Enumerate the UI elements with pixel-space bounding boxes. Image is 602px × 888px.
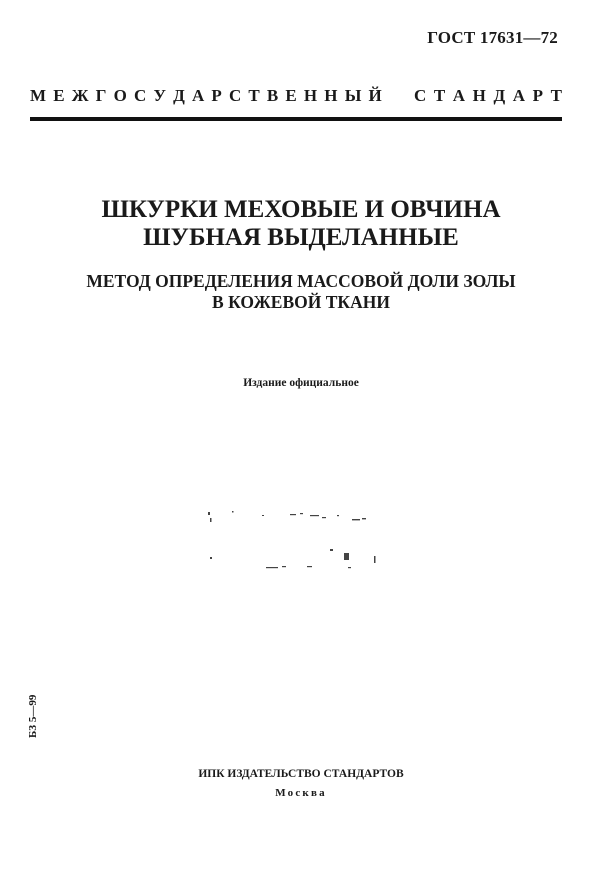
banner-word-interstate-letter: Е xyxy=(285,86,297,105)
banner-word-interstate-letter: Ж xyxy=(71,86,89,105)
banner-word-interstate-letter: Е xyxy=(53,86,65,105)
publisher-city: Москва xyxy=(275,787,327,799)
banner-word-interstate-letter: Д xyxy=(173,86,185,105)
subtitle-line-1: МЕТОД ОПРЕДЕЛЕНИЯ МАССОВОЙ ДОЛИ ЗОЛЫ xyxy=(86,271,516,291)
banner-word-standard-letter: Т xyxy=(433,86,446,105)
banner-word-standard-letter: А xyxy=(452,86,466,105)
banner-word-standard-letter: Н xyxy=(472,86,486,105)
banner-word-standard-letter: А xyxy=(512,86,526,105)
banner-word-interstate-letter: М xyxy=(30,86,47,105)
banner-word-interstate-letter: У xyxy=(153,86,166,105)
banner-word-interstate-letter: В xyxy=(266,86,279,105)
banner-word-interstate-letter: С xyxy=(134,86,147,105)
banner-word-interstate-letter: Ы xyxy=(344,86,362,105)
banner-word-interstate-letter: А xyxy=(191,86,205,105)
subtitle-line-2: В КОЖЕВОЙ ТКАНИ xyxy=(212,292,390,312)
document-number: ГОСТ 17631—72 xyxy=(427,28,558,47)
banner-word-standard-letter: Т xyxy=(550,86,562,105)
banner-word-interstate-letter: С xyxy=(228,86,242,105)
banner-word-standard-letter: С xyxy=(414,86,427,105)
document-side-code: БЗ 5—99 xyxy=(27,694,39,738)
banner-word-interstate-letter: Г xyxy=(95,86,107,105)
edition-note: Издание официальное xyxy=(243,377,359,389)
banner-word-interstate-letter: Р xyxy=(211,86,222,105)
title-line-1: ШКУРКИ МЕХОВЫЕ И ОВЧИНА xyxy=(101,196,501,223)
banner-word-interstate-letter: Н xyxy=(303,86,318,105)
banner-word-interstate-letter: Т xyxy=(248,86,260,105)
banner-word-interstate-letter: Й xyxy=(368,86,382,105)
publisher-name: ИПК ИЗДАТЕЛЬСТВО СТАНДАРТОВ xyxy=(198,768,404,780)
banner-word-interstate-letter: О xyxy=(113,86,127,105)
banner-word-interstate-letter: Н xyxy=(324,86,338,105)
banner-word-standard-letter: Д xyxy=(493,86,506,105)
banner-word-standard-letter: Р xyxy=(532,86,543,105)
title-line-2: ШУБНАЯ ВЫДЕЛАННЫЕ xyxy=(143,224,459,251)
